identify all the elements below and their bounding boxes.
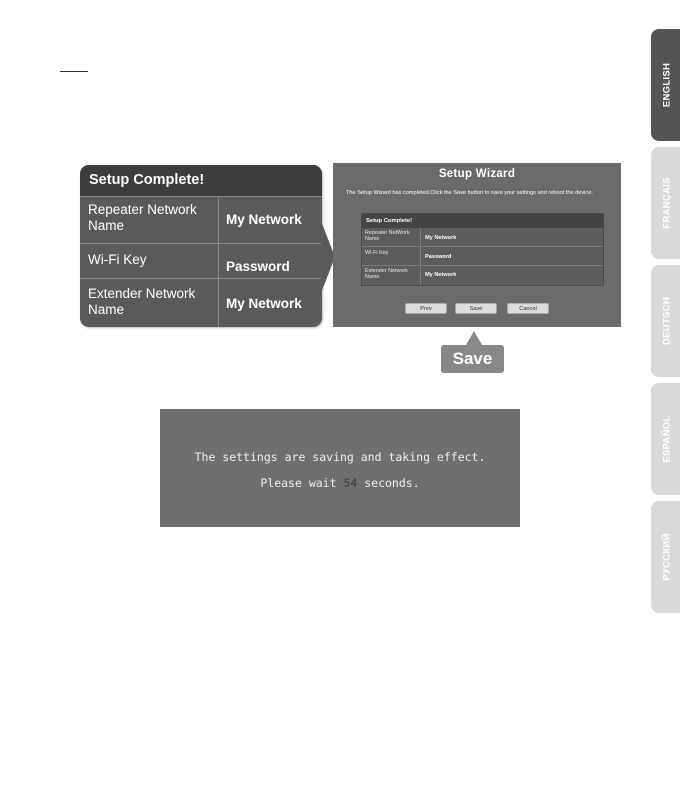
save-callout-pointer: [466, 331, 482, 345]
tab-francais-label: FRANÇAIS: [661, 177, 673, 229]
wizard-table-divider: [420, 228, 421, 285]
zoom-row-divider: [80, 278, 322, 279]
save-callout: Save: [441, 345, 504, 373]
tab-russian[interactable]: [651, 501, 680, 613]
zoom-value-wifi-key: Password: [226, 259, 290, 274]
zoom-label-wifi-key: Wi-Fi Key: [88, 252, 147, 267]
tab-espanol-label: ESPAÑOL: [661, 415, 673, 463]
wizard-label-wifi-key: Wi-Fi Key: [365, 250, 389, 256]
step-underline: [60, 71, 88, 72]
tab-deutsch-label: DEUTSCH: [661, 296, 673, 346]
wait-message: [160, 476, 520, 490]
zoom-divider: [218, 196, 219, 327]
tab-francais[interactable]: [651, 147, 680, 259]
setup-wizard-panel: [333, 163, 621, 327]
wizard-table-header: Setup Complete!: [362, 214, 603, 228]
wizard-value-extender: My Network: [425, 272, 457, 278]
wizard-label-extender: Extender Network Name: [365, 268, 408, 281]
saving-message: The settings are saving and taking effect.: [194, 450, 486, 464]
zoom-row-divider: [80, 243, 322, 244]
tab-english[interactable]: [651, 29, 680, 141]
tab-deutsch[interactable]: [651, 265, 680, 377]
wait-suffix: seconds.: [357, 476, 420, 490]
tab-espanol[interactable]: [651, 383, 680, 495]
wizard-title: Setup Wizard: [438, 168, 516, 180]
wait-prefix: Please wait: [260, 476, 344, 490]
wizard-description: The Setup Wizard has completed.Click the Save button to save your settings and reboot the device.: [346, 190, 593, 196]
save-button[interactable]: Save: [455, 303, 497, 314]
saving-message-panel: [160, 409, 520, 527]
setup-complete-zoom: [80, 165, 322, 327]
zoom-value-repeater: My Network: [226, 212, 302, 227]
zoom-row-divider: [80, 196, 322, 197]
zoom-label-extender: Extender Network Name: [88, 286, 196, 317]
zoom-value-extender: My Network: [226, 296, 302, 311]
wizard-value-repeater: My Network: [425, 235, 457, 241]
wizard-label-repeater: Repeater NetWork Name: [365, 230, 410, 243]
tab-english-label: ENGLISH: [661, 62, 673, 108]
wizard-summary-table: [361, 213, 604, 286]
cancel-button[interactable]: Cancel: [507, 303, 549, 314]
zoom-header: Setup Complete!: [80, 165, 322, 196]
wizard-value-wifi-key: Password: [425, 254, 452, 260]
tab-russian-label: РУССКИЙ: [661, 533, 673, 581]
zoom-label-repeater: Repeater Network Name: [88, 202, 197, 233]
wizard-row-divider: [362, 246, 603, 247]
wizard-row-divider: [362, 265, 603, 266]
prev-button[interactable]: Prev: [405, 303, 447, 314]
countdown-seconds: 54: [343, 476, 358, 490]
